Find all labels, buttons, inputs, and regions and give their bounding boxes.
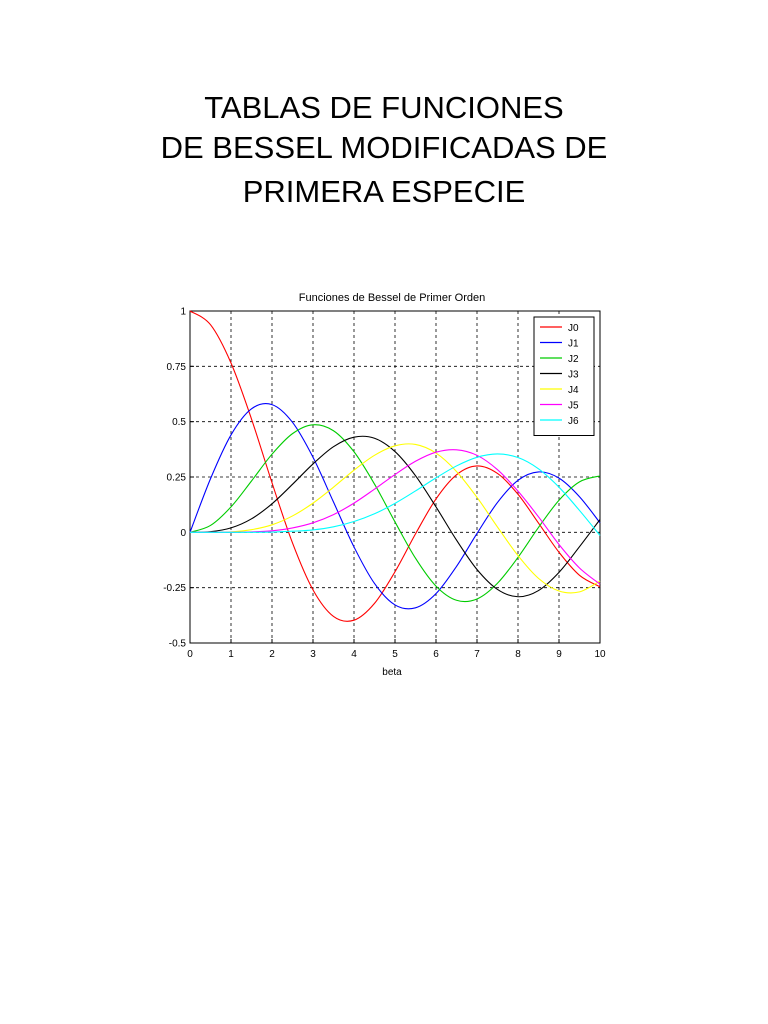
document-title-line-1: TABLAS DE FUNCIONES [204, 90, 564, 125]
y-tick-label: 1 [180, 306, 186, 318]
y-tick-label: -0.25 [163, 583, 186, 595]
bessel-chart [120, 283, 648, 687]
x-tick-label: 8 [515, 649, 521, 660]
x-tick-label: 9 [556, 649, 562, 660]
x-tick-label: 7 [474, 649, 480, 660]
y-tick-label: 0 [180, 527, 186, 539]
legend-label-j4: J4 [568, 385, 579, 396]
x-tick-label: 5 [392, 649, 398, 660]
legend-label-j3: J3 [568, 369, 579, 381]
legend-label-j2: J2 [568, 354, 579, 365]
legend-label-j0: J0 [568, 323, 579, 334]
legend-box [534, 317, 594, 436]
x-tick-label: 3 [310, 649, 316, 660]
legend-label-j1: J1 [568, 338, 579, 350]
x-tick-label: 10 [594, 649, 606, 660]
chart-figure [120, 283, 648, 687]
y-tick-label: -0.5 [168, 638, 186, 650]
document-title [0, 88, 768, 212]
document-title-line-2: DE BESSEL MODIFICADAS DE [160, 130, 608, 165]
legend-label-j6: J6 [568, 416, 579, 427]
x-axis-label: beta [382, 667, 402, 678]
x-tick-label: 4 [351, 649, 357, 660]
y-tick-label: 0.5 [172, 417, 186, 429]
chart-title: Funciones de Bessel de Primer Orden [298, 292, 486, 304]
x-tick-label: 1 [228, 649, 234, 660]
y-tick-label: 0.25 [166, 472, 186, 484]
x-tick-label: 2 [269, 649, 275, 660]
y-tick-label: 0.75 [166, 361, 186, 373]
document-title-line-3: PRIMERA ESPECIE [242, 174, 526, 209]
legend-label-j5: J5 [568, 400, 579, 412]
x-tick-label: 0 [187, 649, 193, 660]
legend [534, 317, 594, 436]
x-tick-label: 6 [433, 649, 439, 660]
